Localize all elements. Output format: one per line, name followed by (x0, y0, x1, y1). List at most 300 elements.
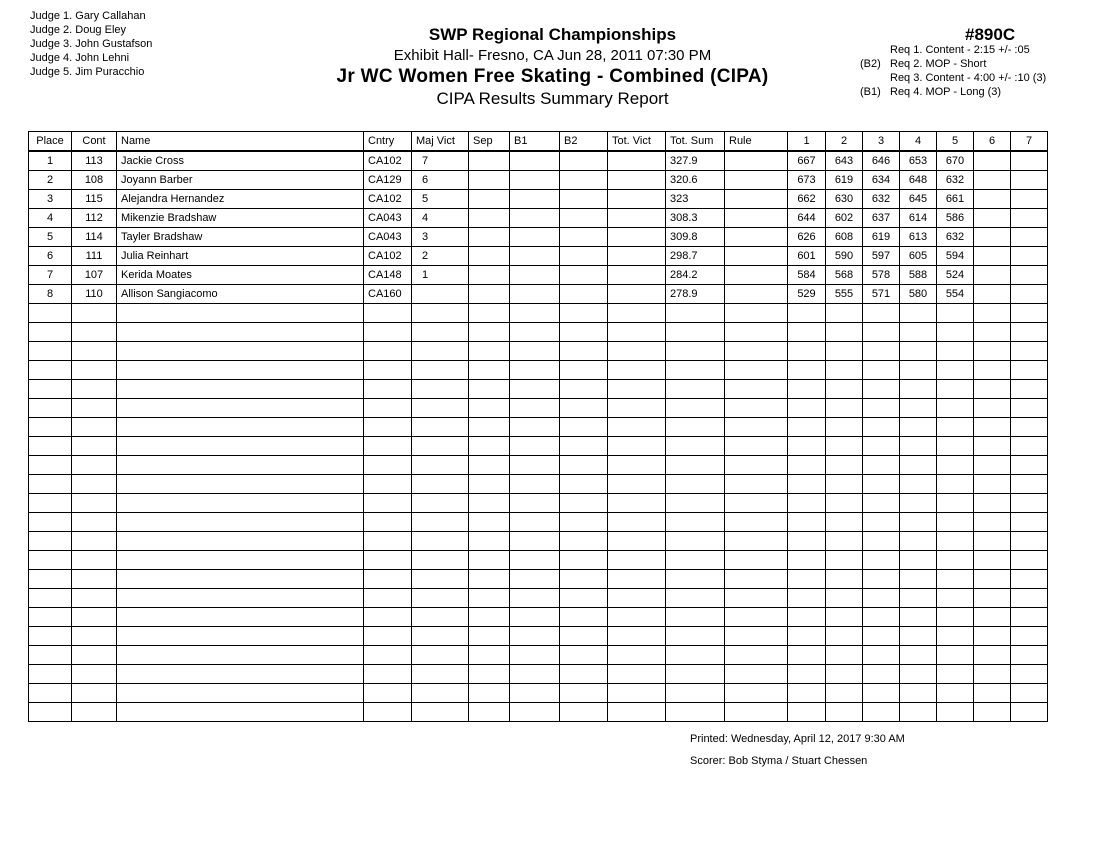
empty-cell (117, 513, 364, 532)
empty-cell (974, 570, 1011, 589)
empty-cell (937, 589, 974, 608)
empty-cell (72, 418, 117, 437)
table-cell: 554 (937, 285, 974, 304)
empty-cell (826, 646, 863, 665)
empty-cell (117, 570, 364, 589)
empty-cell (788, 684, 826, 703)
empty-cell (560, 342, 608, 361)
empty-cell (974, 665, 1011, 684)
empty-cell (560, 608, 608, 627)
column-header: Sep (469, 132, 510, 152)
empty-cell (469, 342, 510, 361)
empty-cell (469, 437, 510, 456)
empty-cell (29, 418, 72, 437)
report-footer (690, 728, 905, 772)
table-cell: 309.8 (666, 228, 725, 247)
table-row (29, 285, 1048, 304)
table-cell: 4 (29, 209, 72, 228)
empty-cell (974, 532, 1011, 551)
column-header: Tot. Sum (666, 132, 725, 152)
empty-cell (1011, 399, 1048, 418)
table-cell: 571 (863, 285, 900, 304)
empty-cell (826, 323, 863, 342)
empty-cell (666, 570, 725, 589)
empty-cell (608, 551, 666, 570)
empty-cell (72, 361, 117, 380)
empty-cell (117, 551, 364, 570)
empty-cell (1011, 304, 1048, 323)
table-cell (1011, 228, 1048, 247)
empty-cell (788, 475, 826, 494)
empty-row (29, 570, 1048, 589)
empty-row (29, 646, 1048, 665)
empty-row (29, 494, 1048, 513)
empty-cell (29, 323, 72, 342)
empty-cell (863, 627, 900, 646)
table-cell: 5 (29, 228, 72, 247)
table-cell (608, 247, 666, 266)
empty-cell (725, 627, 788, 646)
empty-cell (788, 532, 826, 551)
table-cell: 524 (937, 266, 974, 285)
empty-cell (863, 399, 900, 418)
empty-cell (666, 475, 725, 494)
table-cell: CA148 (364, 266, 412, 285)
empty-cell (72, 304, 117, 323)
empty-cell (29, 532, 72, 551)
column-header: B2 (560, 132, 608, 152)
table-cell (1011, 190, 1048, 209)
table-cell: 619 (826, 171, 863, 190)
table-cell: CA043 (364, 228, 412, 247)
table-cell (974, 266, 1011, 285)
empty-cell (1011, 342, 1048, 361)
empty-cell (666, 437, 725, 456)
empty-cell (937, 551, 974, 570)
empty-cell (364, 323, 412, 342)
empty-cell (826, 627, 863, 646)
table-cell: 632 (863, 190, 900, 209)
empty-cell (725, 589, 788, 608)
table-cell: 278.9 (666, 285, 725, 304)
empty-row (29, 665, 1048, 684)
empty-cell (1011, 532, 1048, 551)
table-cell: 662 (788, 190, 826, 209)
empty-cell (469, 627, 510, 646)
empty-cell (72, 684, 117, 703)
empty-cell (72, 551, 117, 570)
column-header: 3 (863, 132, 900, 152)
table-cell: Alejandra Hernandez (117, 190, 364, 209)
empty-cell (788, 551, 826, 570)
table-cell: 298.7 (666, 247, 725, 266)
empty-cell (412, 456, 469, 475)
empty-cell (608, 323, 666, 342)
empty-cell (608, 342, 666, 361)
empty-cell (725, 456, 788, 475)
empty-cell (863, 361, 900, 380)
empty-cell (788, 627, 826, 646)
table-cell (1011, 209, 1048, 228)
empty-cell (608, 418, 666, 437)
requirement: Req 3. Content - 4:00 +/- :10 (3) (890, 72, 1047, 84)
table-cell: 327.9 (666, 151, 725, 171)
table-cell (608, 285, 666, 304)
table-cell: CA129 (364, 171, 412, 190)
empty-cell (900, 456, 937, 475)
empty-row (29, 703, 1048, 722)
empty-cell (937, 703, 974, 722)
empty-cell (560, 703, 608, 722)
empty-cell (666, 627, 725, 646)
table-row (29, 209, 1048, 228)
empty-cell (412, 627, 469, 646)
results-table (28, 131, 1048, 722)
empty-cell (412, 437, 469, 456)
table-cell: 111 (72, 247, 117, 266)
column-header: 2 (826, 132, 863, 152)
empty-cell (560, 323, 608, 342)
empty-cell (117, 494, 364, 513)
empty-cell (117, 361, 364, 380)
empty-cell (1011, 513, 1048, 532)
empty-cell (364, 456, 412, 475)
empty-cell (937, 665, 974, 684)
table-cell (725, 190, 788, 209)
empty-cell (974, 475, 1011, 494)
table-cell: 323 (666, 190, 725, 209)
table-cell (560, 190, 608, 209)
table-cell (560, 285, 608, 304)
empty-cell (29, 703, 72, 722)
empty-cell (117, 399, 364, 418)
table-cell: CA160 (364, 285, 412, 304)
empty-cell (937, 304, 974, 323)
empty-cell (788, 665, 826, 684)
empty-cell (826, 608, 863, 627)
empty-cell (364, 551, 412, 570)
empty-cell (788, 570, 826, 589)
table-cell: 4 (412, 209, 469, 228)
empty-cell (117, 532, 364, 551)
empty-cell (900, 323, 937, 342)
empty-row (29, 323, 1048, 342)
empty-row (29, 627, 1048, 646)
table-cell (974, 151, 1011, 171)
empty-cell (469, 646, 510, 665)
empty-cell (364, 608, 412, 627)
empty-cell (1011, 608, 1048, 627)
empty-cell (560, 589, 608, 608)
empty-cell (863, 551, 900, 570)
table-cell (510, 209, 560, 228)
empty-cell (826, 684, 863, 703)
empty-cell (974, 456, 1011, 475)
empty-cell (666, 494, 725, 513)
empty-cell (974, 684, 1011, 703)
empty-cell (560, 646, 608, 665)
table-cell: 619 (863, 228, 900, 247)
column-header: Cont (72, 132, 117, 152)
empty-cell (510, 475, 560, 494)
empty-cell (1011, 551, 1048, 570)
empty-cell (364, 494, 412, 513)
empty-row (29, 380, 1048, 399)
empty-row (29, 304, 1048, 323)
empty-cell (1011, 627, 1048, 646)
empty-cell (725, 513, 788, 532)
empty-cell (364, 399, 412, 418)
empty-cell (72, 437, 117, 456)
empty-cell (900, 703, 937, 722)
empty-cell (725, 551, 788, 570)
empty-cell (608, 361, 666, 380)
empty-cell (510, 703, 560, 722)
table-cell (725, 266, 788, 285)
empty-cell (117, 323, 364, 342)
empty-row (29, 399, 1048, 418)
empty-cell (725, 646, 788, 665)
empty-cell (469, 418, 510, 437)
judge-4: Judge 4. John Lehni (30, 52, 130, 64)
empty-cell (72, 646, 117, 665)
empty-cell (1011, 494, 1048, 513)
empty-cell (364, 570, 412, 589)
empty-cell (826, 532, 863, 551)
table-cell: CA102 (364, 247, 412, 266)
empty-cell (29, 494, 72, 513)
empty-cell (469, 494, 510, 513)
empty-cell (788, 342, 826, 361)
empty-cell (510, 437, 560, 456)
table-row (29, 171, 1048, 190)
empty-cell (900, 665, 937, 684)
empty-cell (725, 361, 788, 380)
empty-cell (117, 665, 364, 684)
empty-cell (469, 513, 510, 532)
table-cell: 115 (72, 190, 117, 209)
empty-cell (608, 665, 666, 684)
table-cell: 7 (412, 151, 469, 171)
column-header: Name (117, 132, 364, 152)
empty-cell (1011, 437, 1048, 456)
empty-cell (788, 437, 826, 456)
empty-cell (510, 589, 560, 608)
empty-cell (974, 494, 1011, 513)
empty-cell (469, 665, 510, 684)
table-cell: 643 (826, 151, 863, 171)
table-cell: 634 (863, 171, 900, 190)
empty-cell (72, 494, 117, 513)
empty-cell (72, 323, 117, 342)
empty-cell (725, 418, 788, 437)
empty-cell (666, 646, 725, 665)
empty-cell (412, 589, 469, 608)
empty-cell (72, 608, 117, 627)
table-cell: 588 (900, 266, 937, 285)
empty-cell (863, 570, 900, 589)
column-header: 1 (788, 132, 826, 152)
table-cell (469, 151, 510, 171)
table-cell: Mikenzie Bradshaw (117, 209, 364, 228)
empty-cell (974, 703, 1011, 722)
table-cell: 584 (788, 266, 826, 285)
empty-cell (608, 570, 666, 589)
empty-cell (608, 399, 666, 418)
empty-cell (937, 513, 974, 532)
empty-cell (510, 361, 560, 380)
table-cell: 1 (29, 151, 72, 171)
column-header: Tot. Vict (608, 132, 666, 152)
empty-cell (510, 570, 560, 589)
table-cell (510, 266, 560, 285)
empty-cell (666, 665, 725, 684)
empty-cell (900, 475, 937, 494)
empty-cell (29, 665, 72, 684)
table-cell: 673 (788, 171, 826, 190)
empty-cell (974, 646, 1011, 665)
empty-cell (117, 627, 364, 646)
judge-1: Judge 1. Gary Callahan (30, 10, 146, 22)
column-header: 6 (974, 132, 1011, 152)
empty-row (29, 608, 1048, 627)
requirements-list (860, 43, 1046, 99)
table-cell (1011, 285, 1048, 304)
empty-cell (469, 532, 510, 551)
venue-date: Exhibit Hall- Fresno, CA Jun 28, 2011 07:30 PM (393, 47, 712, 64)
empty-cell (510, 608, 560, 627)
empty-cell (510, 646, 560, 665)
empty-cell (560, 684, 608, 703)
empty-cell (510, 532, 560, 551)
empty-cell (608, 437, 666, 456)
empty-cell (510, 456, 560, 475)
empty-cell (725, 399, 788, 418)
empty-cell (72, 399, 117, 418)
empty-cell (412, 399, 469, 418)
empty-cell (863, 323, 900, 342)
empty-cell (510, 380, 560, 399)
table-row (29, 266, 1048, 285)
table-cell: 648 (900, 171, 937, 190)
empty-cell (29, 646, 72, 665)
empty-cell (863, 646, 900, 665)
table-cell: 2 (29, 171, 72, 190)
empty-cell (412, 380, 469, 399)
empty-cell (826, 399, 863, 418)
empty-cell (900, 532, 937, 551)
empty-cell (469, 361, 510, 380)
empty-cell (412, 304, 469, 323)
empty-cell (666, 684, 725, 703)
empty-cell (863, 380, 900, 399)
empty-cell (117, 342, 364, 361)
empty-cell (666, 608, 725, 627)
report-title: CIPA Results Summary Report (436, 89, 669, 108)
empty-cell (1011, 418, 1048, 437)
requirement: Req 1. Content - 2:15 +/- :05 (890, 44, 1030, 56)
report-header (300, 24, 805, 110)
empty-cell (29, 627, 72, 646)
empty-cell (364, 589, 412, 608)
empty-row (29, 513, 1048, 532)
empty-cell (937, 494, 974, 513)
table-cell: 605 (900, 247, 937, 266)
empty-cell (412, 361, 469, 380)
empty-cell (29, 361, 72, 380)
table-cell: 608 (826, 228, 863, 247)
empty-cell (72, 532, 117, 551)
empty-cell (117, 646, 364, 665)
table-cell (608, 151, 666, 171)
table-header-row (29, 132, 1048, 152)
table-cell: 107 (72, 266, 117, 285)
empty-cell (412, 551, 469, 570)
column-header: Place (29, 132, 72, 152)
scorer: Scorer: Bob Styma / Stuart Chessen (690, 755, 868, 767)
table-cell (725, 209, 788, 228)
empty-cell (900, 589, 937, 608)
empty-cell (863, 532, 900, 551)
empty-cell (826, 342, 863, 361)
table-cell: 6 (29, 247, 72, 266)
empty-cell (1011, 380, 1048, 399)
empty-cell (1011, 646, 1048, 665)
table-cell: CA102 (364, 190, 412, 209)
table-row (29, 190, 1048, 209)
table-cell (560, 171, 608, 190)
empty-cell (788, 304, 826, 323)
empty-cell (826, 589, 863, 608)
empty-cell (788, 380, 826, 399)
table-cell (412, 285, 469, 304)
empty-cell (900, 399, 937, 418)
empty-cell (826, 703, 863, 722)
empty-cell (1011, 456, 1048, 475)
empty-cell (863, 589, 900, 608)
table-cell (725, 285, 788, 304)
table-cell: 590 (826, 247, 863, 266)
empty-cell (469, 589, 510, 608)
table-cell: 632 (937, 228, 974, 247)
table-cell (469, 171, 510, 190)
table-cell: Joyann Barber (117, 171, 364, 190)
table-cell: 5 (412, 190, 469, 209)
table-cell: Julia Reinhart (117, 247, 364, 266)
column-header: 5 (937, 132, 974, 152)
empty-cell (1011, 589, 1048, 608)
empty-cell (974, 361, 1011, 380)
empty-cell (788, 399, 826, 418)
table-cell: 308.3 (666, 209, 725, 228)
empty-cell (510, 513, 560, 532)
empty-cell (788, 361, 826, 380)
empty-cell (937, 627, 974, 646)
empty-cell (608, 589, 666, 608)
empty-cell (510, 304, 560, 323)
empty-cell (900, 342, 937, 361)
table-cell: 114 (72, 228, 117, 247)
empty-cell (974, 380, 1011, 399)
empty-cell (72, 627, 117, 646)
empty-cell (469, 608, 510, 627)
empty-cell (1011, 361, 1048, 380)
empty-cell (608, 608, 666, 627)
empty-cell (937, 646, 974, 665)
empty-cell (364, 342, 412, 361)
empty-cell (974, 513, 1011, 532)
empty-cell (863, 456, 900, 475)
